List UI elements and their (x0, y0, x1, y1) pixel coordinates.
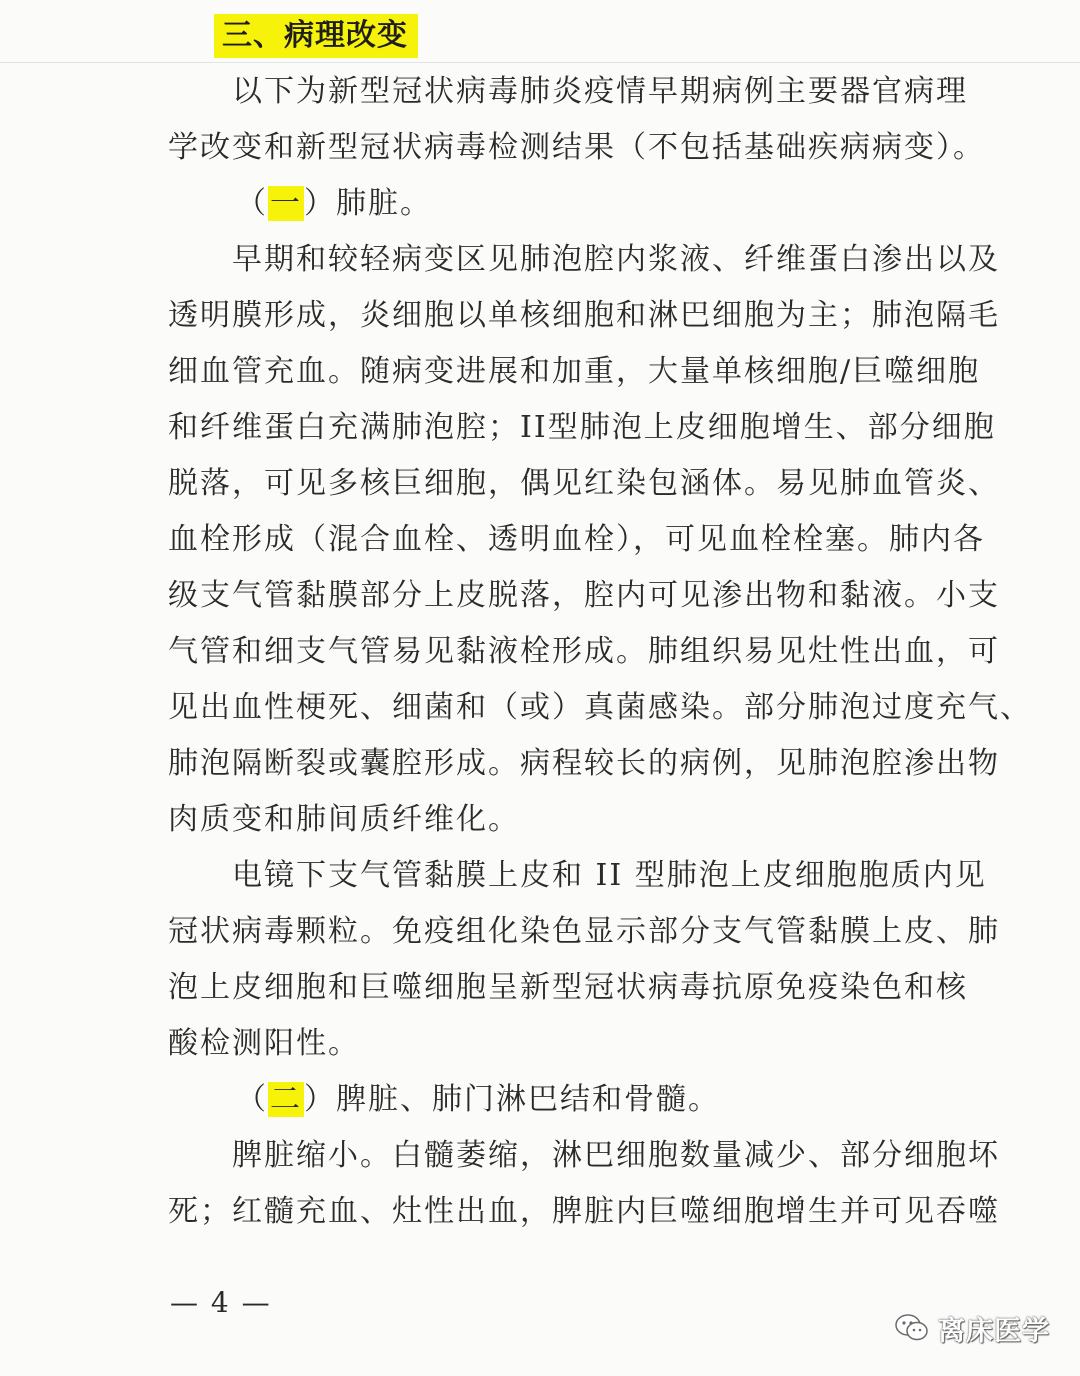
para3-line-2: 死；红髓充血、灶性出血，脾脏内巨噬细胞增生并可见吞噬 (168, 1194, 1000, 1229)
para1-line-8: 气管和细支气管易见黏液栓形成。肺组织易见灶性出血，可 (168, 634, 1000, 669)
para1-line-2: 透明膜形成，炎细胞以单核细胞和淋巴细胞为主；肺泡隔毛 (168, 298, 1000, 333)
subsection-title: ）脾脏、肺门淋巴结和骨髓。 (304, 1082, 720, 1117)
para1-line-6: 血栓形成（混合血栓、透明血栓），可见血栓栓塞。肺内各 (168, 522, 985, 557)
para1-line-3: 细血管充血。随病变进展和加重，大量单核细胞/巨噬细胞 (168, 354, 981, 389)
section-heading: 三、病理改变 (214, 14, 418, 58)
para2-line-2: 冠状病毒颗粒。免疫组化染色显示部分支气管黏膜上皮、肺 (168, 914, 1000, 949)
para3-line-1: 脾脏缩小。白髓萎缩，淋巴细胞数量减少、部分细胞坏 (232, 1138, 1000, 1173)
subsection-title: ）肺脏。 (304, 186, 432, 221)
subsection-marker-highlight: 一 (270, 186, 302, 221)
scan-edge-line (0, 62, 1080, 63)
para1-line-10: 肺泡隔断裂或囊腔形成。病程较长的病例，见肺泡腔渗出物 (168, 746, 1000, 781)
para1-line-9: 见出血性梗死、细菌和（或）真菌感染。部分肺泡过度充气、 (168, 690, 1032, 725)
subsection-heading-lung (236, 184, 432, 224)
para1-line-4: 和纤维蛋白充满肺泡腔；II型肺泡上皮细胞增生、部分细胞 (168, 410, 996, 445)
subsection-open-paren: （ (236, 186, 268, 221)
watermark (894, 1308, 1050, 1348)
subsection-marker-highlight: 二 (270, 1082, 302, 1117)
wechat-icon (894, 1313, 930, 1343)
para2-line-4: 酸检测阳性。 (168, 1026, 360, 1061)
subsection-heading-spleen (236, 1080, 720, 1120)
page-number: — 4 — (170, 1286, 272, 1319)
intro-line-2: 学改变和新型冠状病毒检测结果（不包括基础疾病病变）。 (168, 130, 985, 165)
para1-line-11: 肉质变和肺间质纤维化。 (168, 802, 520, 837)
para1-line-5: 脱落，可见多核巨细胞，偶见红染包涵体。易见肺血管炎、 (168, 466, 1000, 501)
para1-line-1: 早期和较轻病变区见肺泡腔内浆液、纤维蛋白渗出以及 (232, 242, 1000, 277)
para1-line-7: 级支气管黏膜部分上皮脱落，腔内可见渗出物和黏液。小支 (168, 578, 1000, 613)
intro-line-1: 以下为新型冠状病毒肺炎疫情早期病例主要器官病理 (232, 74, 968, 109)
watermark-text: 离床医学 (938, 1315, 1050, 1347)
para2-line-1: 电镜下支气管黏膜上皮和 II 型肺泡上皮细胞胞质内见 (232, 858, 987, 893)
subsection-open-paren: （ (236, 1082, 268, 1117)
para2-line-3: 泡上皮细胞和巨噬细胞呈新型冠状病毒抗原免疫染色和核 (168, 970, 968, 1005)
